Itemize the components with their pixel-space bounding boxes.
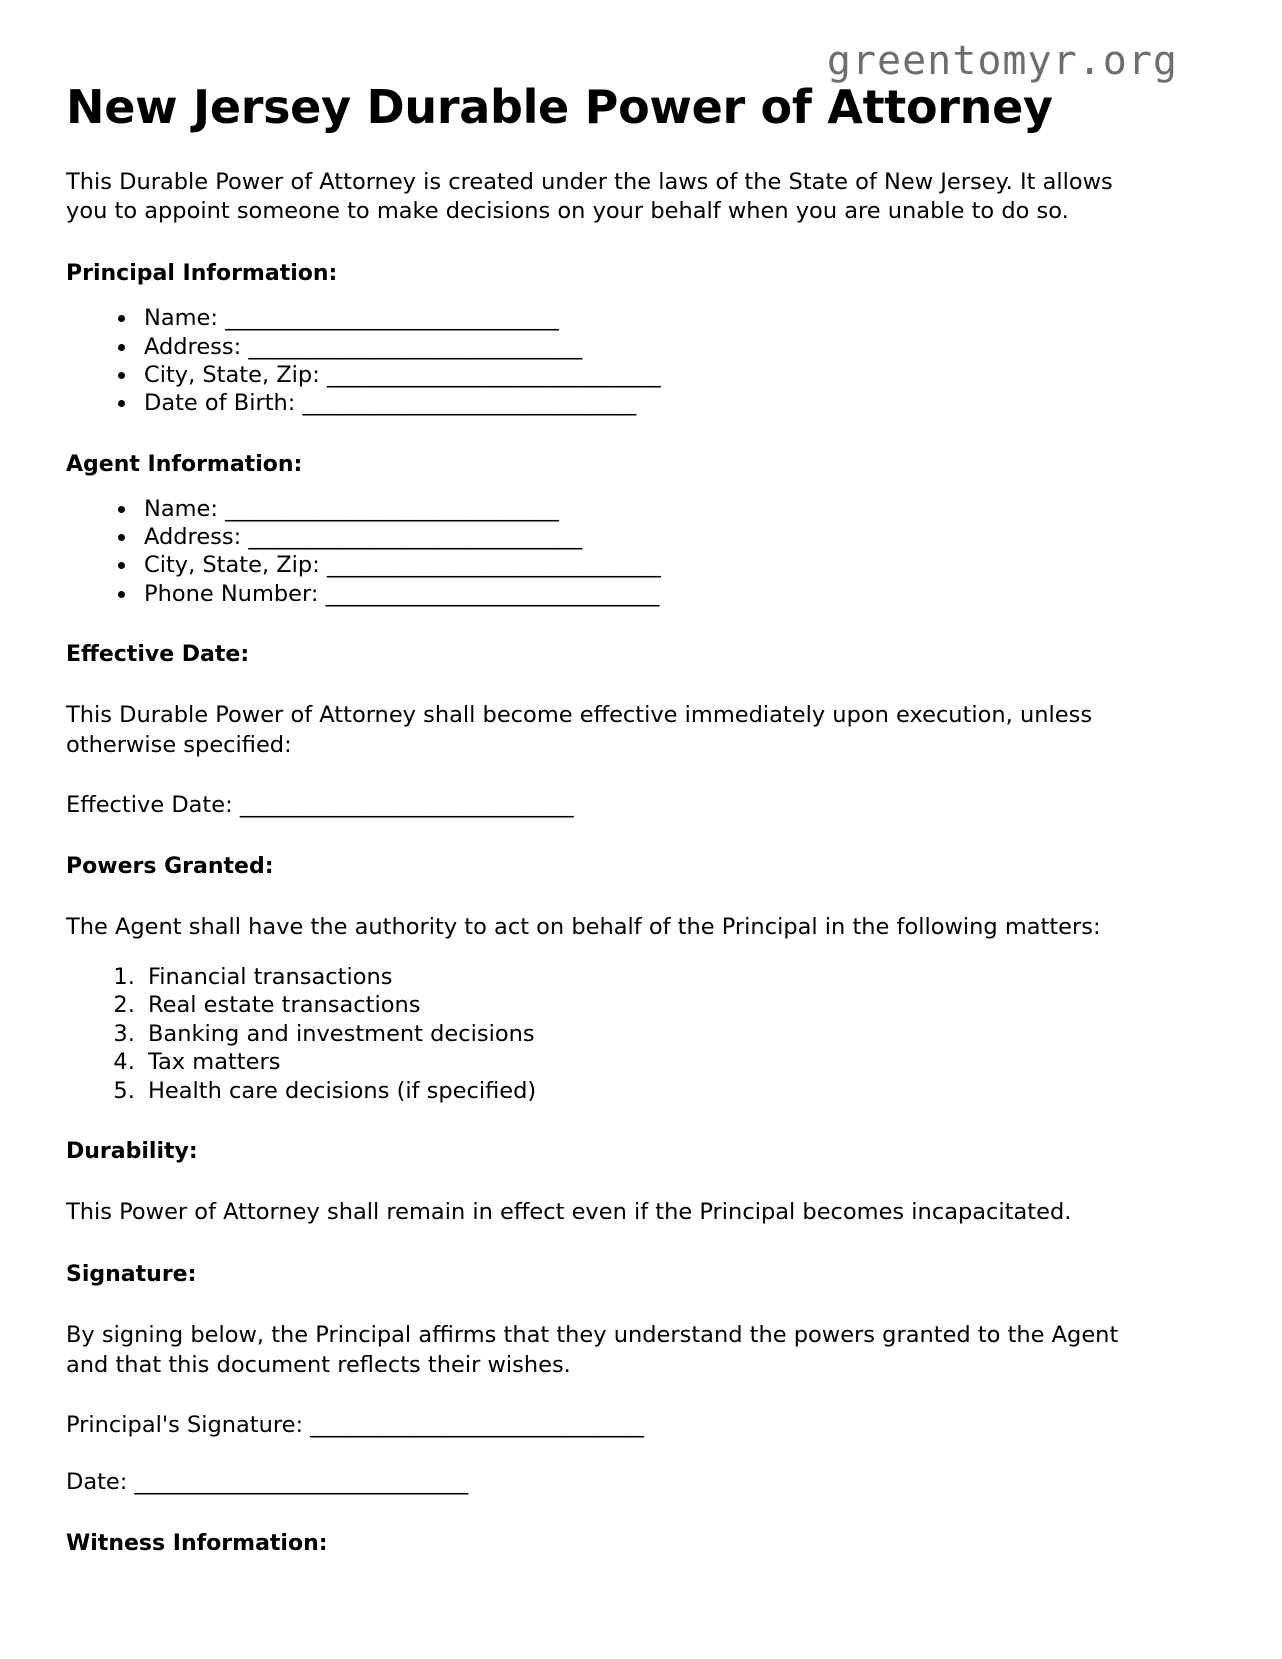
fill-in-blank[interactable]: _______________________________ xyxy=(326,552,661,579)
signature-paragraph: By signing below, the Principal affirms that they understand the powers granted to the Agent and that this document reflects their wishes. xyxy=(66,1321,1119,1378)
list-item xyxy=(138,333,1182,361)
list-item: 5. Health care decisions (if specified) xyxy=(142,1077,1182,1105)
list-item xyxy=(138,304,1182,332)
list-item xyxy=(138,580,1182,608)
list-item xyxy=(138,495,1182,523)
fill-in-blank[interactable]: _______________________________ xyxy=(239,791,574,818)
effective-date-heading: Effective Date: xyxy=(66,642,250,668)
fill-in-blank[interactable]: _______________________________ xyxy=(248,524,582,551)
field-label: Effective Date: xyxy=(66,791,233,818)
principal-signature-field xyxy=(66,1381,1182,1440)
powers-granted-heading: Powers Granted: xyxy=(66,854,274,880)
field-label: City, State, Zip: xyxy=(144,362,320,389)
witness-information-heading: Witness Information: xyxy=(66,1531,328,1557)
list-item: 2. Real estate transactions xyxy=(142,991,1182,1019)
principal-information-heading: Principal Information: xyxy=(66,261,338,287)
principal-information-list xyxy=(66,286,1182,417)
signature-date-field xyxy=(66,1440,1182,1497)
effective-date-paragraph: This Durable Power of Attorney shall become effective immediately upon execution, unless otherwise specified: xyxy=(66,702,1093,759)
field-label: Date: xyxy=(66,1468,128,1495)
agent-information-list xyxy=(66,477,1182,608)
signature-heading: Signature: xyxy=(66,1261,197,1287)
fill-in-blank[interactable]: _______________________________ xyxy=(225,305,559,332)
fill-in-blank[interactable]: _______________________________ xyxy=(134,1468,468,1495)
field-label: Date of Birth: xyxy=(144,390,296,417)
durability-heading: Durability: xyxy=(66,1138,198,1164)
site-watermark: greentomyr.org xyxy=(826,38,1178,84)
field-label: Address: xyxy=(144,333,242,360)
list-item: 3. Banking and investment decisions xyxy=(142,1020,1182,1048)
field-label: Name: xyxy=(144,495,218,522)
fill-in-blank[interactable]: _______________________________ xyxy=(225,495,559,522)
list-item: 1. Financial transactions xyxy=(142,963,1182,991)
field-label: Name: xyxy=(144,305,218,332)
fill-in-blank[interactable]: _______________________________ xyxy=(302,390,636,417)
agent-information-heading: Agent Information: xyxy=(66,451,303,477)
field-label: Address: xyxy=(144,524,242,551)
powers-granted-paragraph: The Agent shall have the authority to act on behalf of the Principal in the following matters: xyxy=(66,914,1101,941)
list-item xyxy=(138,551,1182,579)
page-title: New Jersey Durable Power of Attorney xyxy=(66,80,1053,134)
list-item: 4. Tax matters xyxy=(142,1048,1182,1076)
list-item xyxy=(138,361,1182,389)
fill-in-blank[interactable]: _______________________________ xyxy=(326,362,661,389)
fill-in-blank[interactable]: _______________________________ xyxy=(310,1411,644,1438)
field-label: Phone Number: xyxy=(144,580,319,607)
field-label: City, State, Zip: xyxy=(144,552,320,579)
fill-in-blank[interactable]: _______________________________ xyxy=(325,580,659,607)
intro-paragraph: This Durable Power of Attorney is created under the laws of the State of New Jersey. It allows you to appoint someone to make decisions on your behalf when you are unable to do so. xyxy=(66,168,1113,225)
durability-paragraph: This Power of Attorney shall remain in effect even if the Principal becomes incapacitated. xyxy=(66,1198,1072,1225)
list-item xyxy=(138,389,1182,417)
effective-date-field xyxy=(66,761,1182,820)
powers-granted-list xyxy=(66,943,1182,1105)
list-item xyxy=(138,523,1182,551)
field-label: Principal's Signature: xyxy=(66,1411,304,1438)
fill-in-blank[interactable]: _______________________________ xyxy=(248,333,582,360)
